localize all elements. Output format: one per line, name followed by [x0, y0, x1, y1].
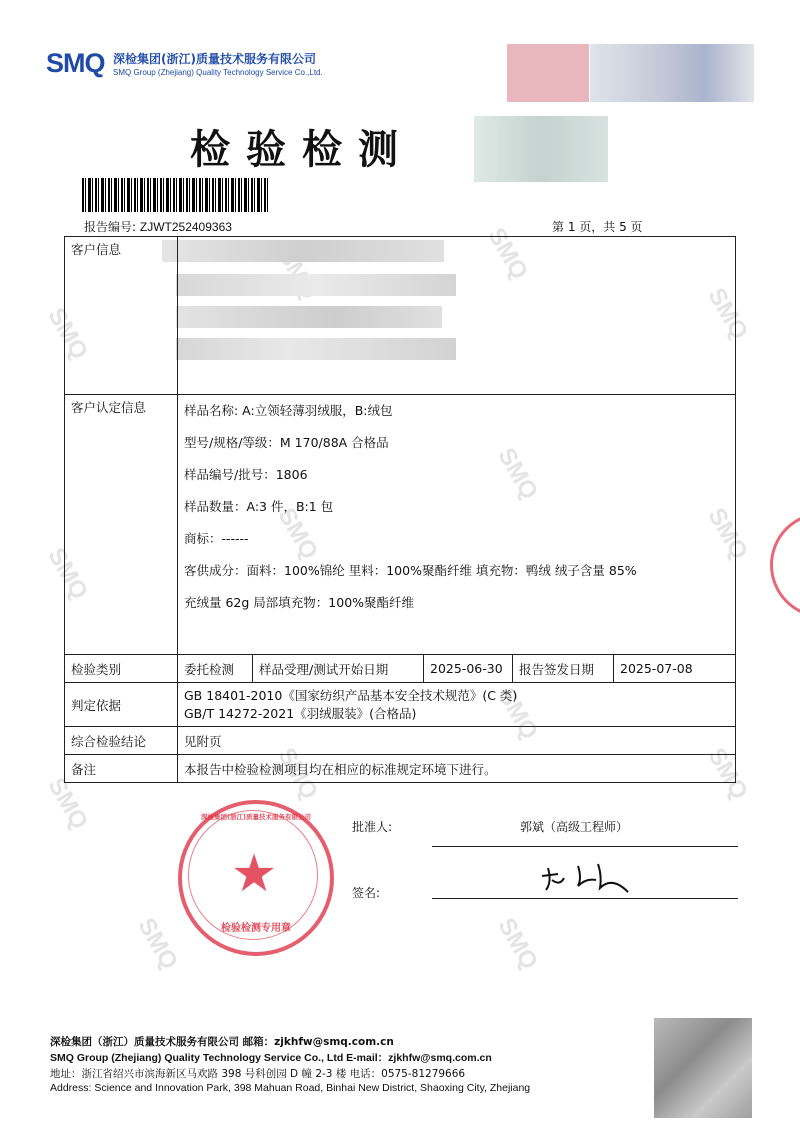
watermark: SMQ — [272, 743, 324, 805]
watermark: SMQ — [492, 443, 544, 505]
signature-underline — [432, 898, 738, 899]
watermark: SMQ — [272, 503, 324, 565]
issue-date-value: 2025-07-08 — [614, 655, 736, 683]
partial-seal — [770, 512, 800, 618]
watermark: SMQ — [42, 773, 94, 835]
customer-confirm-label: 客户认定信息 — [65, 395, 178, 655]
approver-underline — [432, 846, 738, 847]
start-date-label: 样品受理/测试开始日期 — [253, 655, 424, 683]
sample-model: 型号/规格/等级：M 170/88A 合格品 — [184, 435, 389, 450]
conclusion-value: 见附页 — [178, 727, 736, 755]
approver-label: 批准人: — [352, 820, 393, 834]
watermark: SMQ — [702, 503, 754, 565]
official-seal — [178, 800, 334, 956]
footer-company-cn: 深检集团（浙江）质量技术服务有限公司 邮箱：zjkhfw@smq.com.cn — [50, 1036, 394, 1048]
footer-address-en: Address: Science and Innovation Park, 398 Mahuan Road, Binhai New District, Shaoxing City, Zhejiang — [50, 1082, 531, 1094]
sample-composition: 客供成分：面料：100%锦纶 里料：100%聚酯纤维 填充物：鸭绒 绒子含量 85% — [184, 563, 637, 578]
report-table — [64, 236, 736, 783]
page-indicator: 第 1 页，共 5 页 — [552, 220, 643, 234]
watermark: SMQ — [482, 223, 534, 285]
document-title: 检验检测 — [190, 126, 414, 173]
logo-mark: SMQ — [46, 48, 105, 78]
watermark: SMQ — [42, 303, 94, 365]
report-number-label: 报告编号: — [84, 220, 137, 234]
remark-value: 本报告中检验检测项目均在相应的标准规定环境下进行。 — [178, 755, 736, 783]
watermark: SMQ — [132, 913, 184, 975]
customer-info-cell — [178, 237, 736, 395]
seal-bottom-text: 检验检测专用章 — [221, 923, 291, 934]
company-name-cn: 深检集团(浙江)质量技术服务有限公司 — [113, 52, 316, 66]
barcode — [82, 178, 268, 212]
basis-cell — [178, 683, 736, 727]
footer-address-cn: 地址：浙江省绍兴市滨海新区马欢路 398 号科创园 D 幢 2-3 楼 电话：0575-81279666 — [50, 1068, 466, 1080]
star-icon: ★ — [230, 844, 278, 904]
redacted-qr-code — [654, 1018, 752, 1118]
watermark: SMQ — [492, 913, 544, 975]
company-name-en: SMQ Group (Zhejiang) Quality Technology Service Co.,Ltd. — [113, 68, 323, 77]
start-date-value: 2025-06-30 — [424, 655, 513, 683]
redacted-block — [590, 44, 754, 102]
sample-name: 样品名称: A:立领轻薄羽绒服，B:绒包 — [184, 403, 393, 418]
basis-standard-2: GB/T 14272-2021《羽绒服装》(合格品) — [184, 706, 417, 721]
seal-top-text: 深检集团(浙江)质量技术服务有限公司 — [201, 813, 311, 821]
sample-info-cell — [178, 395, 736, 655]
redacted-block — [507, 44, 589, 102]
watermark: SMQ — [42, 543, 94, 605]
footer-company-en: SMQ Group (Zhejiang) Quality Technology Service Co., Ltd E-mail：zjkhfw@smq.com.cn — [50, 1052, 492, 1064]
conclusion-label: 综合检验结论 — [65, 727, 178, 755]
remark-label: 备注 — [65, 755, 178, 783]
basis-standard-1: GB 18401-2010《国家纺织产品基本安全技术规范》(C 类) — [184, 688, 518, 703]
sample-trademark: 商标：------ — [184, 531, 249, 546]
sample-fill-weight: 充绒量 62g 局部填充物：100%聚酯纤维 — [184, 595, 415, 610]
sample-batch: 样品编号/批号：1806 — [184, 467, 308, 482]
approver-name: 郭斌（高级工程师） — [520, 820, 629, 834]
handwritten-signature — [538, 856, 632, 896]
sample-quantity: 样品数量：A:3 件，B:1 包 — [184, 499, 334, 514]
basis-label: 判定依据 — [65, 683, 178, 727]
inspect-type-label: 检验类别 — [65, 655, 178, 683]
customer-info-label: 客户信息 — [65, 237, 178, 395]
redacted-block — [474, 116, 608, 182]
issue-date-label: 报告签发日期 — [513, 655, 614, 683]
watermark: SMQ — [702, 743, 754, 805]
report-number-value: ZJWT252409363 — [139, 220, 232, 234]
watermark: SMQ — [492, 683, 544, 745]
report-number — [84, 218, 232, 235]
watermark: SMQ — [702, 283, 754, 345]
inspect-type-value: 委托检测 — [178, 655, 253, 683]
signature-label: 签名: — [352, 886, 381, 900]
